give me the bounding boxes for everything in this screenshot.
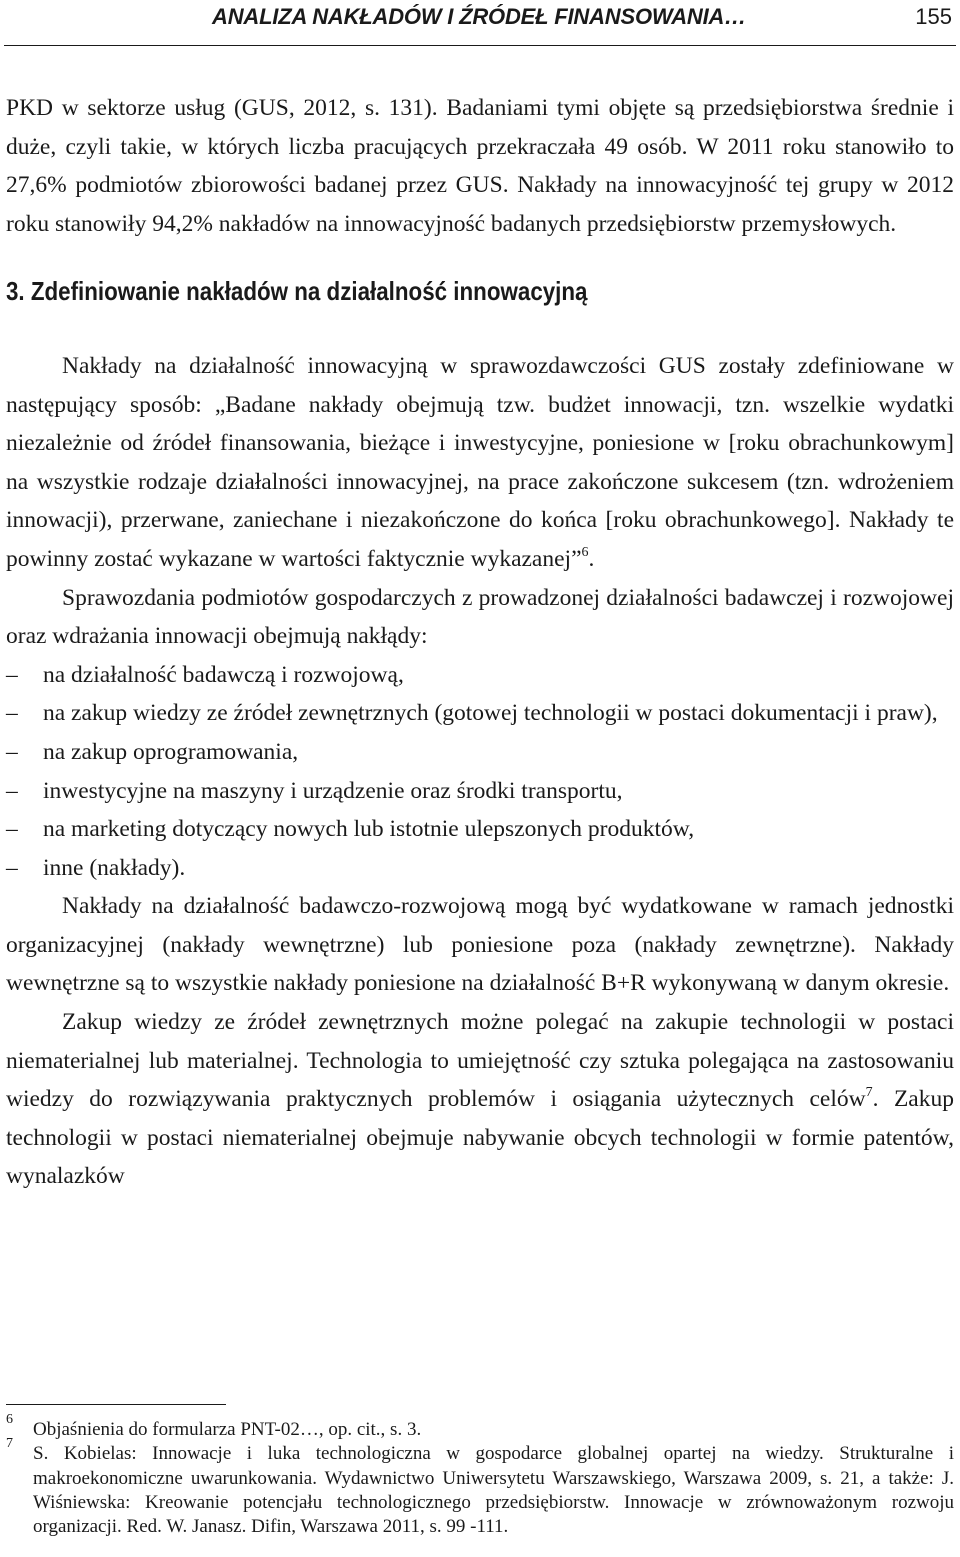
knowledge-paragraph (6, 1003, 954, 1196)
footnote-7 (6, 1436, 954, 1539)
list-item: – na zakup wiedzy ze źródeł zewnętrznych (gotowej technologii w postaci dokumentacji i praw), (6, 694, 954, 733)
intro-paragraph: PKD w sektorze usług (GUS, 2012, s. 131). Badaniami tymi objęte są przedsiębiorstwa średnie i duże, czyli takie, w których liczba pracujących przekraczała 49 osób. W 2011 roku stanowiło to 27,6% podmiotów zbiorowości badanej przez GUS. Nakłady na innowacyjność tej grupy w 2012 roku stanowiły 94,2% nakładów na innowacyjność badanych przedsiębiorstw przemysłowych. (6, 95, 954, 237)
list-item: – na marketing dotyczący nowych lub istotnie ulepszonych produktów, (6, 810, 954, 849)
page-number: 155 (915, 4, 952, 29)
section-heading: 3. Zdefiniowanie nakładów na działalność innowacyjną (6, 276, 588, 307)
footnote-reference-6[interactable]: 6 (581, 544, 589, 560)
footnote-mark: 6 (6, 1412, 13, 1427)
footnote-rule (6, 1404, 226, 1405)
list-item: – inne (nakłady). (6, 849, 954, 888)
list-item: – na działalność badawczą i rozwojową, (6, 656, 954, 695)
footnote-6 (6, 1412, 954, 1442)
running-title: ANALIZA NAKŁADÓW I ŹRÓDEŁ FINANSOWANIA… (212, 4, 747, 29)
footnote-text: Objaśnienia do formularza PNT-02…, op. cit., s. 3. (33, 1419, 422, 1440)
definition-end: . (588, 545, 595, 572)
header-rule (4, 45, 956, 46)
definition-paragraph (6, 347, 954, 579)
list-item: – na zakup oprogramowania, (6, 733, 954, 772)
footnote-mark: 7 (6, 1436, 13, 1452)
reports-paragraph: Sprawozdania podmiotów gospodarczych z prowadzonej działalności badawczej i rozwojowej oraz wdrażania innowacji obejmują nakłądy: (6, 584, 954, 650)
knowledge-text-end: . Zakup technologii w postaci niematerialnej obejmuje nabywanie obcych technologii w formie patentów, wynalazków (6, 1086, 954, 1190)
list-item: – inwestycyjne na maszyny i urządzenie oraz środki transportu, (6, 772, 954, 811)
footnote-reference-7[interactable]: 7 (865, 1085, 873, 1101)
rd-paragraph: Nakłady na działalność badawczo-rozwojową mogą być wydatkowane w ramach jednostki organizacyjnej (nakłady wewnętrzne) lub poniesione poza (nakłady zewnętrzne). Nakłady wewnętrzne są to wszystkie nakłady poniesione na działalność B+R wykonywaną w danym okresie. (6, 893, 954, 997)
expenditure-list (6, 656, 954, 888)
page-header (0, 0, 960, 46)
document-body (6, 89, 954, 1196)
footnotes (6, 1412, 954, 1539)
footnote-text: S. Kobielas: Innowacje i luka technologiczna w gospodarce globalnej opartej na wiedzy. Strukturalne i makroekonomiczne uwarunkowania. Wydawnictwo Uniwersytetu Warszawskiego, Warszawa 2009, s. 21, a także: J. Wiśniewska: Kreowanie potencjału technologicznego przedsiębiorstw. Innowacje w zrównoważonym rozwoju organizacji. Red. W. Janasz. Difin, Warszawa 2011, s. 99 -111. (33, 1443, 954, 1538)
knowledge-text: Zakup wiedzy ze źródeł zewnętrznych możne polegać na zakupie technologii w postaci niematerialnej lub materialnej. Technologia to umiejętność czy sztuka polegająca na zastosowaniu wiedzy do rozwiązywania praktycznych problemów i osiągania użytecznych celów (6, 1009, 954, 1113)
definition-text: Nakłady na działalność innowacyjną w sprawozdawczości GUS zostały zdefiniowane w następujący sposób: „Badane nakłady obejmują tzw. budżet innowacji, tzn. wszelkie wydatki niezależnie od źródeł finansowania, bieżące i inwestycyjne, poniesione w [roku obrachunkowym] na wszystkie rodzaje działalności innowacyjnej, na prace zakończone sukcesem (tzn. wdrożeniem innowacji), przerwane, zaniechane i niezakończone do końca [roku obrachunkowego]. Nakłady te powinny zostać wykazane w wartości faktycznie wykazanej” (6, 352, 954, 572)
